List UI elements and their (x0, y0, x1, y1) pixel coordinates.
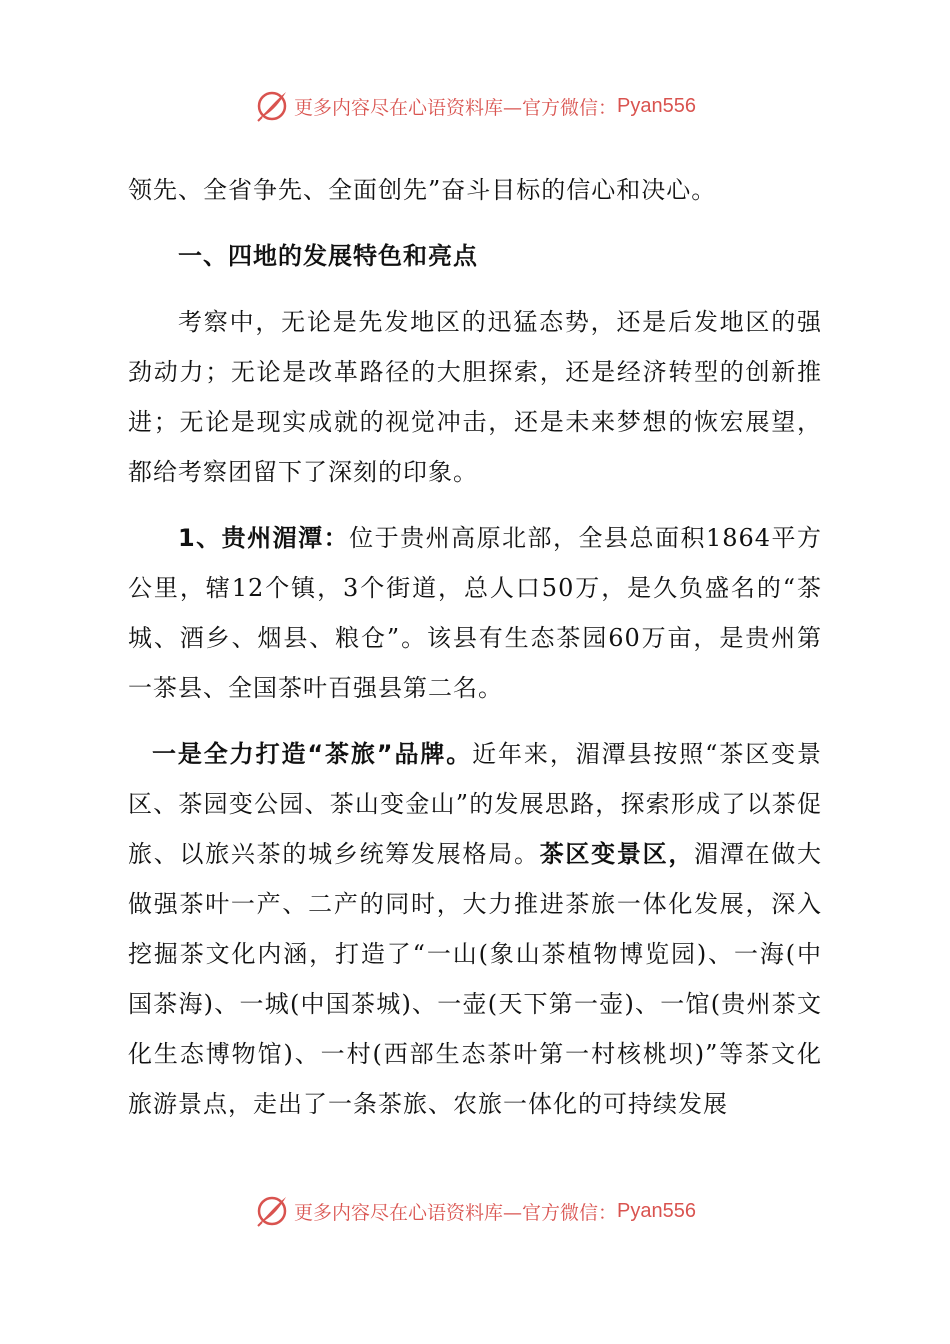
section-heading: 一、四地的发展特色和亮点 (178, 242, 478, 270)
document-body (128, 165, 822, 1129)
paragraph-meitan (128, 513, 822, 713)
banner-wechat-id: Pyan556 (617, 94, 696, 117)
meitan-text: 位于贵州高原北部，全县总面积1864平方公里，辖12个镇，3个街道，总人口50万，是久负盛名的“茶城、酒乡、烟县、粮仓”。该县有生态茶园60万亩，是贵州第一茶县、全国茶叶百强县第二名。 (128, 524, 823, 702)
banner-text: 更多内容尽在心语资料库—官方微信： (294, 96, 618, 119)
paragraph-tea-tourism (128, 729, 822, 1129)
tea-tourism-text-b: 湄潭在做大做强茶叶一产、二产的同时，大力推进茶旅一体化发展，深入挖掘茶文化内涵，打造了“一山(象山茶植物博览园)、一海(中国茶海)、一城(中国茶城)、一壶(天下第一壶)、一馆(贵州茶文化生态博物馆)、一村(西部生态茶叶第一村核桃坝)”等茶文化旅游景点，走出了一条茶旅、农旅一体化的可持续发展 (128, 840, 823, 1118)
tea-tourism-label: 一是全力打造“茶旅”品牌。 (152, 740, 473, 768)
header-banner (0, 86, 950, 126)
banner-wechat-id: Pyan556 (617, 1199, 696, 1222)
banner-text: 更多内容尽在心语资料库—官方微信： (294, 1201, 618, 1224)
meitan-label: 1、贵州湄潭： (178, 524, 350, 552)
tea-area-label: 茶区变景区， (539, 840, 695, 868)
footer-banner (0, 1191, 950, 1231)
tea-tourism-text-a: 近年来，湄潭县按照“茶区变景区、茶园变公园、茶山变金山”的发展思路，探索形成了以茶促旅、以旅兴茶的城乡统筹发展格局。 (128, 740, 822, 868)
quill-logo-icon (254, 1193, 290, 1229)
paragraph-continuation: 领先、全省争先、全面创先”奋斗目标的信心和决心。 (128, 176, 717, 204)
quill-logo-icon (254, 88, 290, 124)
paragraph-overview: 考察中，无论是先发地区的迅猛态势，还是后发地区的强劲动力；无论是改革路径的大胆探索，还是经济转型的创新推进；无论是现实成就的视觉冲击，还是未来梦想的恢宏展望，都给考察团留下了深刻的印象。 (128, 308, 822, 486)
